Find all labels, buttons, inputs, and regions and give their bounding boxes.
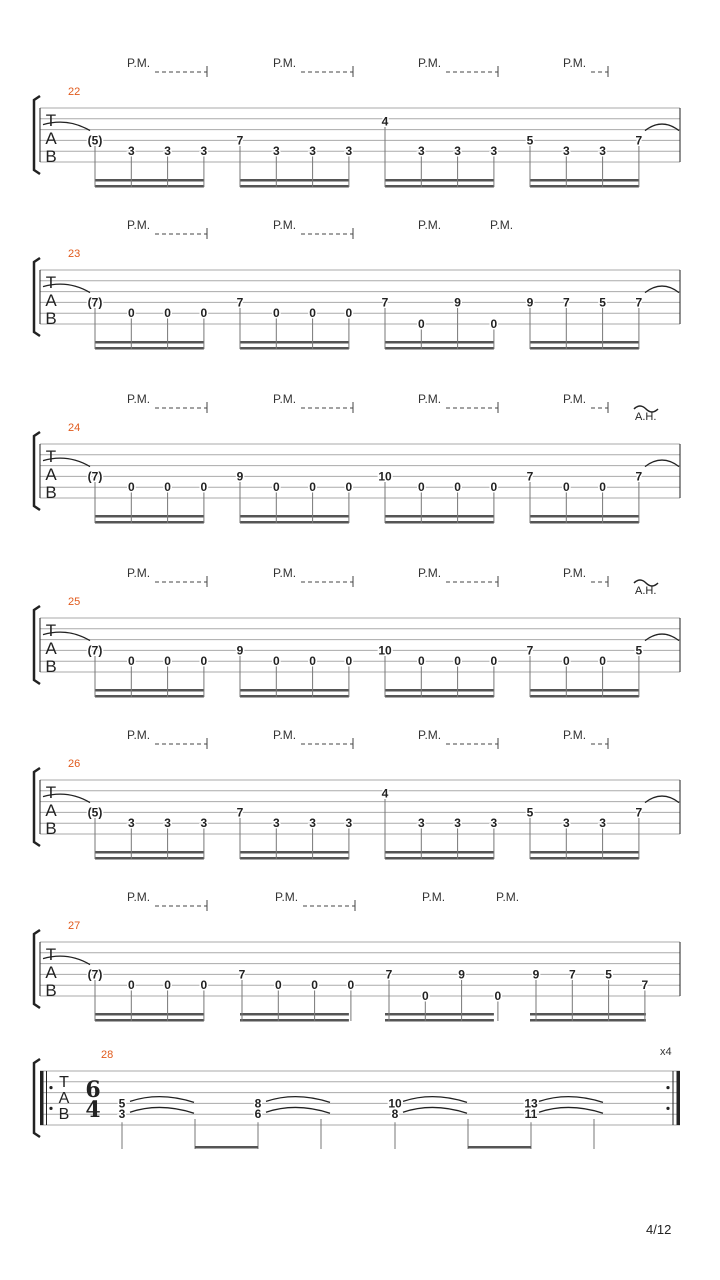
fret-number: 5 xyxy=(526,133,534,148)
palm-mute-label: P.M. xyxy=(490,218,514,232)
beam xyxy=(530,689,639,692)
fret-number: 3 xyxy=(272,816,280,831)
tie xyxy=(130,1107,194,1113)
palm-mute-label: P.M. xyxy=(563,392,587,406)
fret-number: 7 xyxy=(635,469,643,484)
fret-number: (7) xyxy=(87,469,103,484)
beam xyxy=(95,695,204,698)
palm-mute-label: P.M. xyxy=(273,728,297,742)
time-signature-bottom: 4 xyxy=(85,1097,101,1123)
beam xyxy=(530,185,639,188)
beam xyxy=(95,185,204,188)
beam xyxy=(240,341,349,344)
tab-clef-letter: T xyxy=(45,111,57,130)
beam xyxy=(95,521,204,524)
artificial-harmonic-label: A.H. xyxy=(635,411,657,423)
beam xyxy=(530,179,639,182)
fret-number: 0 xyxy=(311,978,318,993)
beam xyxy=(95,515,204,518)
fret-number: 8 xyxy=(254,1096,262,1111)
fret-number: 7 xyxy=(526,643,534,658)
palm-mute-label: P.M. xyxy=(418,566,442,580)
beam xyxy=(95,851,204,854)
fret-number: 0 xyxy=(490,654,498,669)
fret-number: 10 xyxy=(378,469,392,484)
system-bracket xyxy=(34,1059,40,1137)
fret-number: 7 xyxy=(236,295,244,310)
fret-number: 0 xyxy=(417,654,425,669)
tie xyxy=(403,1097,467,1103)
tab-clef-letter: B xyxy=(45,483,57,502)
beam xyxy=(530,341,639,344)
tab-clef-letter: A xyxy=(45,639,57,658)
fret-number: 0 xyxy=(494,989,502,1003)
palm-mute-label: P.M. xyxy=(496,890,520,904)
fret-number: 4 xyxy=(381,114,389,129)
fret-number: 3 xyxy=(164,144,171,159)
fret-number: 8 xyxy=(391,1107,399,1122)
system-bracket xyxy=(34,258,40,336)
beam xyxy=(530,857,639,860)
beam xyxy=(240,1019,349,1022)
measure-number: 22 xyxy=(68,86,81,98)
fret-number: 0 xyxy=(309,306,316,321)
fret-number: 0 xyxy=(421,989,429,1003)
tie xyxy=(130,1097,194,1103)
palm-mute-label: P.M. xyxy=(127,728,151,742)
fret-number: 10 xyxy=(378,643,392,658)
tab-clef-letter: B xyxy=(58,1106,70,1123)
beam xyxy=(240,857,349,860)
measure-number: 25 xyxy=(68,596,81,608)
fret-number: 3 xyxy=(345,144,353,159)
fret-number: 3 xyxy=(490,144,498,159)
fret-number: 0 xyxy=(200,480,208,495)
beam xyxy=(95,1013,204,1016)
tab-clef-letter: B xyxy=(45,147,57,166)
tab-clef-letter: A xyxy=(45,465,57,484)
fret-number: 7 xyxy=(381,295,389,310)
fret-number: 0 xyxy=(309,654,316,669)
fret-number: 3 xyxy=(127,816,135,831)
fret-number: 7 xyxy=(635,805,643,820)
fret-number: 3 xyxy=(309,816,316,831)
beam xyxy=(195,1146,258,1149)
measure-number: 26 xyxy=(68,758,81,770)
palm-mute-label: P.M. xyxy=(127,392,151,406)
fret-number: 7 xyxy=(635,295,643,310)
fret-number: 5 xyxy=(635,643,643,658)
fret-number: 3 xyxy=(599,144,606,159)
fret-number: 5 xyxy=(118,1096,126,1111)
artificial-harmonic-label: A.H. xyxy=(635,585,657,597)
fret-number: 7 xyxy=(238,967,246,982)
tie xyxy=(403,1107,467,1113)
fret-number: 7 xyxy=(641,978,649,993)
beam xyxy=(95,341,204,344)
palm-mute-label: P.M. xyxy=(418,56,442,70)
fret-number: 0 xyxy=(599,480,606,495)
fret-number: 0 xyxy=(272,306,280,321)
beam xyxy=(530,695,639,698)
measure-number: 23 xyxy=(68,248,81,260)
tab-clef-letter: A xyxy=(58,1090,70,1107)
fret-number: 3 xyxy=(417,144,425,159)
system-bracket xyxy=(34,606,40,684)
tab-clef-letter: T xyxy=(45,945,57,964)
beam xyxy=(530,521,639,524)
beam xyxy=(240,695,349,698)
measure-number: 28 xyxy=(101,1049,114,1061)
tab-clef-letter: A xyxy=(45,801,57,820)
fret-number: 0 xyxy=(562,480,570,495)
beam xyxy=(95,179,204,182)
tab-clef-letter: A xyxy=(45,963,57,982)
tie xyxy=(539,1097,603,1103)
tab-clef-letter: T xyxy=(45,621,57,640)
fret-number: 9 xyxy=(236,643,244,658)
palm-mute-label: P.M. xyxy=(563,56,587,70)
palm-mute-label: P.M. xyxy=(127,56,151,70)
beam xyxy=(385,341,494,344)
beam xyxy=(240,851,349,854)
system-bracket xyxy=(34,96,40,174)
palm-mute-label: P.M. xyxy=(127,566,151,580)
fret-number: 0 xyxy=(490,480,498,495)
fret-number: 3 xyxy=(127,144,135,159)
fret-number: 0 xyxy=(200,306,208,321)
tab-clef-letter: A xyxy=(45,129,57,148)
fret-number: 7 xyxy=(568,967,576,982)
fret-number: 0 xyxy=(417,317,425,331)
fret-number: 0 xyxy=(164,480,171,495)
beam xyxy=(530,347,639,350)
fret-number: 5 xyxy=(526,805,534,820)
fret-number: 6 xyxy=(254,1107,262,1122)
repeat-dot xyxy=(666,1086,669,1089)
fret-number: 9 xyxy=(454,295,461,310)
tab-clef-letter: A xyxy=(45,291,57,310)
tab-clef-letter: T xyxy=(45,273,57,292)
fret-number: 4 xyxy=(381,786,389,801)
tie xyxy=(539,1107,603,1113)
palm-mute-label: P.M. xyxy=(563,566,587,580)
fret-number: 7 xyxy=(236,805,244,820)
fret-number: (5) xyxy=(87,133,103,148)
beam xyxy=(468,1146,531,1149)
fret-number: 0 xyxy=(164,654,171,669)
fret-number: 7 xyxy=(562,295,570,310)
fret-number: 0 xyxy=(599,654,606,669)
repeat-start-thick xyxy=(40,1071,44,1125)
system-bracket xyxy=(34,768,40,846)
fret-number: 3 xyxy=(200,144,208,159)
beam xyxy=(385,857,494,860)
fret-number: 3 xyxy=(417,816,425,831)
beam xyxy=(385,851,494,854)
fret-number: 3 xyxy=(490,816,498,831)
palm-mute-label: P.M. xyxy=(418,728,442,742)
palm-mute-label: P.M. xyxy=(563,728,587,742)
fret-number: 0 xyxy=(417,480,425,495)
repeat-count: x4 xyxy=(660,1046,672,1058)
tie xyxy=(266,1107,330,1113)
fret-number: 0 xyxy=(345,654,353,669)
fret-number: 0 xyxy=(274,978,282,993)
fret-number: 0 xyxy=(347,978,355,993)
beam xyxy=(530,515,639,518)
fret-number: 3 xyxy=(599,816,606,831)
time-signature-top: 6 xyxy=(85,1077,101,1103)
fret-number: 3 xyxy=(118,1107,126,1122)
fret-number: 3 xyxy=(562,816,570,831)
fret-number: (7) xyxy=(87,295,103,310)
tab-clef-letter: T xyxy=(59,1074,69,1091)
fret-number: 10 xyxy=(388,1096,402,1111)
fret-number: 0 xyxy=(127,654,135,669)
fret-number: 0 xyxy=(164,306,171,321)
fret-number: 9 xyxy=(532,967,540,982)
fret-number: 9 xyxy=(236,469,244,484)
fret-number: 9 xyxy=(458,967,465,982)
beam xyxy=(240,179,349,182)
beam xyxy=(240,1013,349,1016)
tab-clef-letter: T xyxy=(45,783,57,802)
fret-number: 11 xyxy=(524,1107,538,1122)
fret-number: 9 xyxy=(526,295,534,310)
fret-number: 3 xyxy=(200,816,208,831)
beam xyxy=(240,515,349,518)
fret-number: 5 xyxy=(605,967,612,982)
beam xyxy=(530,851,639,854)
fret-number: 0 xyxy=(454,480,461,495)
beam xyxy=(385,521,494,524)
measure-number: 24 xyxy=(68,422,81,434)
fret-number: 0 xyxy=(164,978,171,993)
fret-number: 5 xyxy=(599,295,606,310)
fret-number: 0 xyxy=(200,978,208,993)
tie xyxy=(266,1097,330,1103)
repeat-end-thick xyxy=(677,1071,681,1125)
palm-mute-label: P.M. xyxy=(273,392,297,406)
fret-number: 7 xyxy=(635,133,643,148)
beam xyxy=(95,857,204,860)
fret-number: 0 xyxy=(345,306,353,321)
palm-mute-label: P.M. xyxy=(273,566,297,580)
beam xyxy=(240,185,349,188)
beam xyxy=(95,689,204,692)
fret-number: (5) xyxy=(87,805,103,820)
beam xyxy=(385,179,494,182)
fret-number: 0 xyxy=(490,317,498,331)
fret-number: 7 xyxy=(526,469,534,484)
fret-number: 0 xyxy=(345,480,353,495)
fret-number: 3 xyxy=(309,144,316,159)
fret-number: (7) xyxy=(87,967,103,982)
beam xyxy=(385,347,494,350)
fret-number: 3 xyxy=(454,144,461,159)
fret-number: 7 xyxy=(385,967,393,982)
beam xyxy=(385,695,494,698)
tab-clef-letter: B xyxy=(45,981,57,1000)
fret-number: 3 xyxy=(272,144,280,159)
tab-clef-letter: B xyxy=(45,309,57,328)
palm-mute-label: P.M. xyxy=(273,56,297,70)
tab-clef-letter: T xyxy=(45,447,57,466)
fret-number: 3 xyxy=(454,816,461,831)
fret-number: 13 xyxy=(524,1096,538,1111)
tab-clef-letter: B xyxy=(45,819,57,838)
palm-mute-label: P.M. xyxy=(127,218,151,232)
system-bracket xyxy=(34,432,40,510)
repeat-dot xyxy=(49,1107,52,1110)
palm-mute-label: P.M. xyxy=(127,890,151,904)
fret-number: 0 xyxy=(127,306,135,321)
fret-number: 3 xyxy=(562,144,570,159)
fret-number: 0 xyxy=(272,654,280,669)
beam xyxy=(385,515,494,518)
fret-number: 0 xyxy=(309,480,316,495)
fret-number: 0 xyxy=(454,654,461,669)
beam xyxy=(530,1013,646,1016)
fret-number: 0 xyxy=(127,978,135,993)
measure-number: 27 xyxy=(68,920,81,932)
beam xyxy=(385,185,494,188)
palm-mute-label: P.M. xyxy=(418,218,442,232)
fret-number: 7 xyxy=(236,133,244,148)
repeat-dot xyxy=(666,1107,669,1110)
beam xyxy=(240,689,349,692)
palm-mute-label: P.M. xyxy=(422,890,446,904)
fret-number: 0 xyxy=(200,654,208,669)
fret-number: 3 xyxy=(345,816,353,831)
beam xyxy=(240,347,349,350)
tab-clef-letter: B xyxy=(45,657,57,676)
beam xyxy=(95,347,204,350)
page-number: 4/12 xyxy=(646,1222,672,1237)
beam xyxy=(530,1019,646,1022)
beam xyxy=(385,1013,494,1016)
repeat-dot xyxy=(49,1086,52,1089)
beam xyxy=(240,521,349,524)
beam xyxy=(385,689,494,692)
fret-number: 0 xyxy=(562,654,570,669)
system-bracket xyxy=(34,930,40,1008)
palm-mute-label: P.M. xyxy=(418,392,442,406)
palm-mute-label: P.M. xyxy=(275,890,299,904)
beam xyxy=(95,1019,204,1022)
palm-mute-label: P.M. xyxy=(273,218,297,232)
fret-number: 0 xyxy=(272,480,280,495)
fret-number: (7) xyxy=(87,643,103,658)
fret-number: 3 xyxy=(164,816,171,831)
fret-number: 0 xyxy=(127,480,135,495)
beam xyxy=(385,1019,494,1022)
